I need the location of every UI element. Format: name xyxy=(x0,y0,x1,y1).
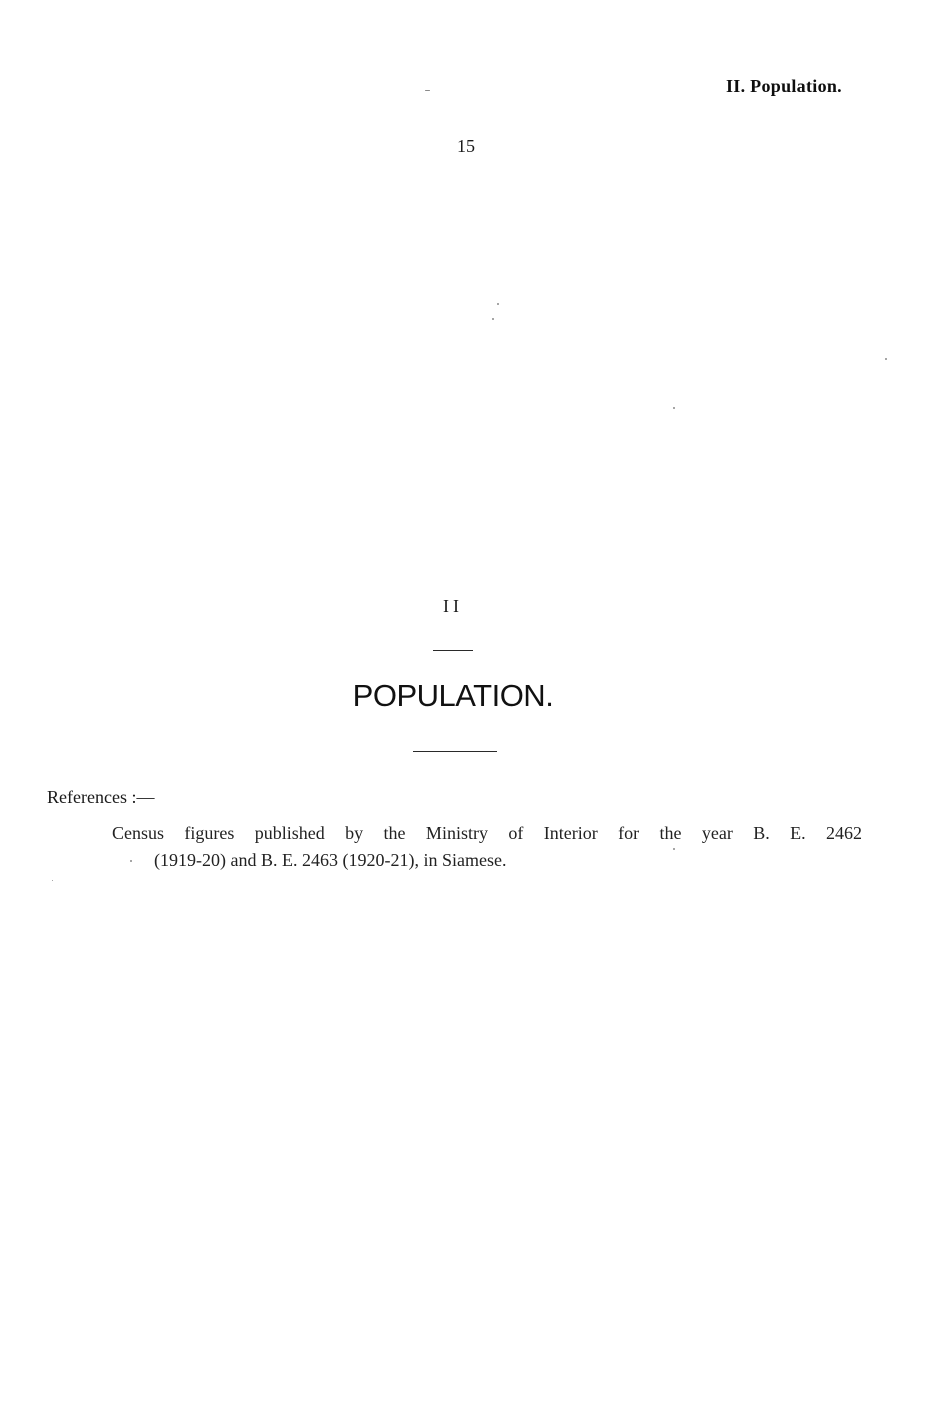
scan-speck xyxy=(885,358,887,360)
scan-speck xyxy=(52,880,53,881)
chapter-number: II xyxy=(443,596,463,616)
page-number: 15 xyxy=(457,136,475,156)
divider-rule xyxy=(413,751,497,752)
reference-entry xyxy=(112,820,862,874)
scan-speck xyxy=(492,318,494,320)
reference-entry-line: Census figures published by the Ministry of Interior for the year B. E. 2462 xyxy=(112,823,862,843)
scan-speck xyxy=(425,90,430,91)
scan-speck xyxy=(497,303,499,305)
divider-rule xyxy=(433,650,473,651)
references-heading: References :— xyxy=(47,787,155,807)
running-head: II. Population. xyxy=(725,76,842,96)
chapter-title: POPULATION. xyxy=(352,678,554,713)
reference-entry-line: (1919-20) and B. E. 2463 (1920-21), in Siamese. xyxy=(154,850,507,870)
scan-speck xyxy=(673,407,675,409)
scan-speck xyxy=(130,860,132,862)
scan-speck xyxy=(673,848,675,850)
